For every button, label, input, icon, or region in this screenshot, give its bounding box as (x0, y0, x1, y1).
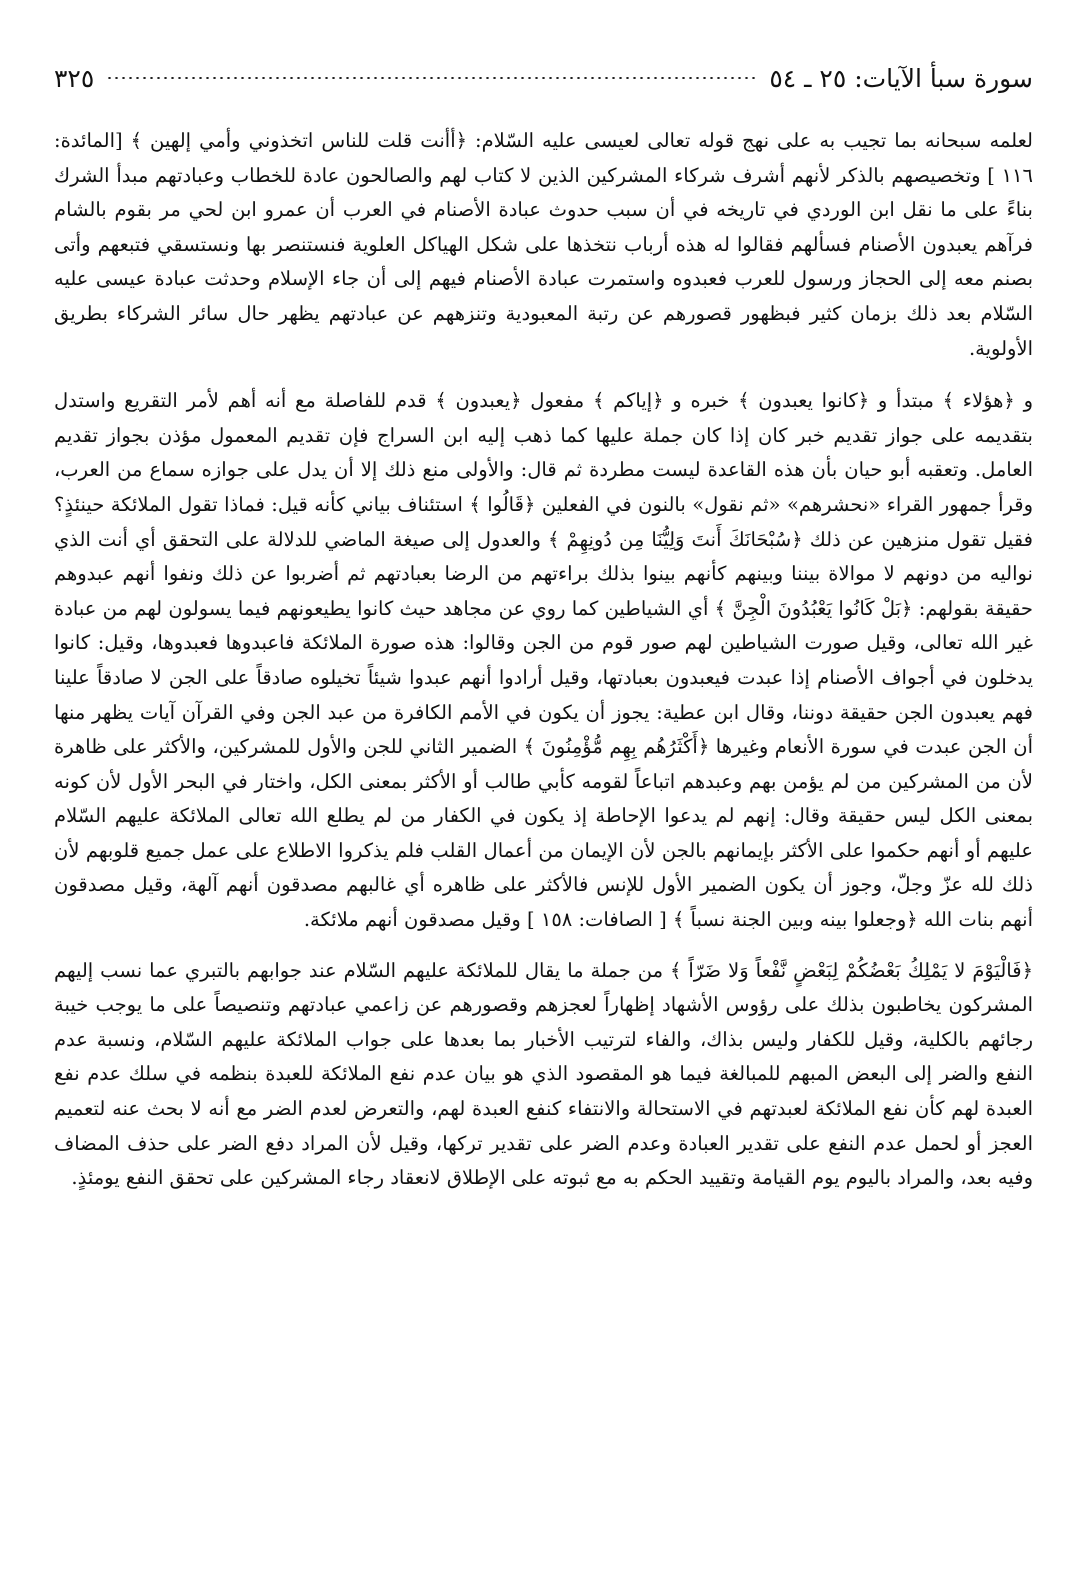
page-body (54, 124, 1033, 1196)
paragraph: ﴿فَالْيَوْمَ لا يَمْلِكُ بَعْضُكُمْ لِبَعْضٍ نَّفْعاً وَلا ضَرّاً ﴾ من جملة ما يقال للملائكة عليهم السّلام عند جوابهم بالتبري عما نسب إليهم المشركون يخاطبون بذلك على رؤوس الأشهاد إظهاراً لعجزهم وقصورهم عن زاعمي عبادتهم وتنصيصاً على ما يوجب خيبة رجائهم بالكلية، وقيل للكفار وليس بذاك، والفاء لترتيب الأخبار بما بعدها على جواب الملائكة عليهم السّلام، ونسبة عدم النفع والضر إلى البعض المبهم للمبالغة فيما هو المقصود الذي هو بيان عدم نفع الملائكة للعبدة بنظمه في سلك عدم نفع العبدة لهم كأن نفع الملائكة لعبدتهم في الاستحالة والانتفاء كنفع العبدة لهم، والتعرض لعدم الضر مع أنه لا بحث عنه لتعميم العجز أو لحمل عدم النفع على تقدير العبادة وعدم الضر على تقدير تركها، وقيل لأن المراد دفع الضر على حذف المضاف وفيه بعد، والمراد باليوم يوم القيامة وتقييد الحكم به مع ثبوته على الإطلاق لانعقاد رجاء المشركين على تحقق النفع يومئذٍ. (54, 958, 1033, 1190)
page-header (54, 58, 1033, 98)
page-number: ٣٢٥ (54, 63, 95, 93)
paragraph: و ﴿هؤلاء ﴾ مبتدأ و ﴿كانوا يعبدون ﴾ خبره و ﴿إياكم ﴾ مفعول ﴿يعبدون ﴾ قدم للفاصلة مع أنه أهم لأمر التقريع واستدل بتقديمه على جواز تقديم خبر كان إذا كان جملة عليها كما ذهب إليه ابن السراج فإن تقديم المعمول مؤذن بجواز تقديم العامل. وتعقبه أبو حيان بأن هذه القاعدة ليست مطردة ثم قال: والأولى منع ذلك إلا أن يدل على جوازه سماع من العرب، وقرأ جمهور القراء «نحشرهم» «ثم نقول» بالنون في الفعلين ﴿قَالُوا ﴾ استئناف بياني كأنه قيل: فماذا تقول الملائكة حينئذٍ؟ فقيل تقول منزهين عن ذلك ﴿سُبْحَانَكَ أَنتَ وَلِيُّنَا مِن دُونِهِمْ ﴾ والعدول إلى صيغة الماضي للدلالة على التحقق أي أنت الذي نواليه من دونهم لا موالاة بيننا وبينهم كأنهم بينوا بذلك براءتهم من الرضا بعبادتهم ثم أضربوا عن ذلك ونفوا أنهم عبدوهم حقيقة بقولهم: ﴿بَلْ كَانُوا يَعْبُدُونَ الْجِنَّ ﴾ أي الشياطين كما روي عن مجاهد حيث كانوا يطيعونهم فيما يسولون لهم من عبادة غير الله تعالى، وقيل صورت الشياطين لهم صور قوم من الجن وقالوا: هذه صورة الملائكة فاعبدوها فعبدوها، وقيل: كانوا يدخلون في أجواف الأصنام إذا عبدت فيعبدون بعبادتها، وقيل أرادوا أنهم عبدوا شيئاً تخيلوه صادقاً على الجن لا صادقاً علينا فهم يعبدون الجن حقيقة دوننا، وقال ابن عطية: يجوز أن يكون في الأمم الكافرة من عبد الجن وفي القرآن آيات يظهر منها أن الجن عبدت في سورة الأنعام وغيرها ﴿أَكْثَرُهُم بِهِم مُّؤْمِنُونَ ﴾ الضمير الثاني للجن والأول للمشركين، والأكثر على ظاهرة لأن من المشركين من لم يؤمن بهم وعبدهم اتباعاً لقومه كأبي طالب أو الأكثر بمعنى الكل، واختار في البحر الأول لأن كونه بمعنى الكل ليس حقيقة وقال: إنهم لم يدعوا الإحاطة إذ يكون في الكفار من لم يطلع الله تعالى الملائكة عليهم السّلام عليهم أو أنهم حكموا على الأكثر بإيمانهم بالجن لأن الإيمان من أعمال القلب فلم يذكروا الاطلاع على عمل جميع قلوبهم لأن ذلك لله عزّ وجلّ، وجوز أن يكون الضمير الأول للإنس فالأكثر على ظاهره أي غالبهم مصدقون أنهم آلهة، وقيل مصدقون أنهم بنات الله ﴿وجعلوا بينه وبين الجنة نسباً ﴾ [ الصافات: ١٥٨ ] وقيل مصدقون أنهم ملائكة. (54, 389, 1033, 932)
paragraph: لعلمه سبحانه بما تجيب به على نهج قوله تعالى لعيسى عليه السّلام: ﴿أأنت قلت للناس اتخذوني وأمي إلهين ﴾ [المائدة: ١١٦ ] وتخصيصهم بالذكر لأنهم أشرف شركاء المشركين الذين لا كتاب لهم والصالحون عادة للخطاب وعبادتهم مبدأ الشرك بناءً على ما نقل ابن الوردي في تاريخه في أن سبب حدوث عبادة الأصنام في العرب أن عمرو ابن لحي مر بقوم بالشام فرآهم يعبدون الأصنام فسألهم فقالوا له هذه أرباب نتخذها على شكل الهياكل العلوية فنستنصر بها ونستسقي فتبعهم وأتى بصنم معه إلى الحجاز ورسول للعرب فعبدوه واستمرت عبادة الأصنام فيهم إلى أن جاء الإسلام وحدثت عبادة عيسى عليه السّلام بعد ذلك بزمان كثير فبظهور قصورهم عن رتبة المعبودية وتنزههم عن عبادتهم يظهر حال سائر الشركاء بطريق الأولوية. (54, 129, 1034, 360)
dotted-leader (106, 77, 757, 79)
running-title: سورة سبأ الآيات: ٢٥ ـ ٥٤ (769, 63, 1033, 93)
